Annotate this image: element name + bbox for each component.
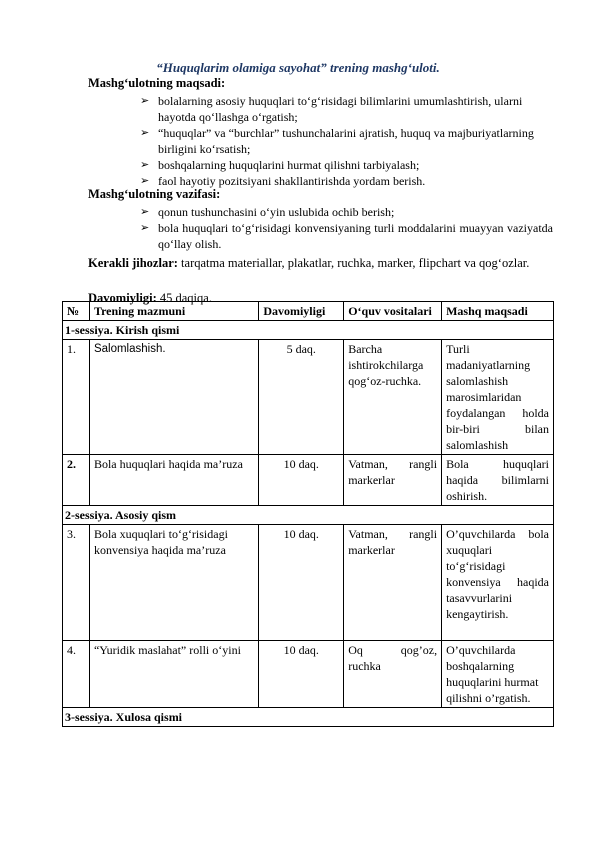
list-item: ➢ faol hayotiy pozitsiyani shakllantirishda yordam berish. [140, 174, 426, 188]
session-title: 3-sessiya. Xulosa qismi [63, 708, 554, 727]
header-number: № [63, 302, 90, 321]
tasks-heading: Mashg‘ulotning vazifasi: [88, 187, 221, 201]
training-table [62, 301, 554, 727]
materials-paragraph: Kerakli jihozlar: tarqatma materiallar, plakatlar, ruchka, marker, flipchart va qog‘ozlar. [88, 256, 530, 270]
table-row: 4. “Yuridik maslahat” rolli o‘yini 10 daq. Oq qog’oz, ruchka O’quvchilarda boshqalarning huquqlarini hurmat qilishni o’rgatish. [63, 641, 554, 708]
table-header-row [63, 302, 554, 321]
arrow-bullet-icon: ➢ [140, 159, 150, 171]
page-title: “Huquqlarim olamiga sayohat” trening mashg‘uloti. [156, 60, 440, 75]
goals-list [140, 93, 553, 189]
session-row [63, 708, 554, 727]
header-tools: O‘quv vositalari [344, 302, 442, 321]
list-item: ➢ bolalarning asosiy huquqlari to‘g‘risidagi bilimlarini umumlashtirish, ularni hayotda qo‘llashga o‘rgatish; [140, 94, 523, 124]
session-row [63, 506, 554, 525]
duration-paragraph: Davomiyligi: 45 daqiqa. [88, 291, 212, 305]
header-duration: Davomiyligi [259, 302, 344, 321]
list-item: ➢ qonun tushunchasini o‘yin uslubida ochib berish; [140, 205, 395, 219]
list-item: ➢ bola huquqlari to‘g‘risidagi konvensiyaning turli moddalarini muayyan vaziyatda qo‘llay olish. [140, 221, 553, 251]
list-item: ➢ boshqalarning huquqlarini hurmat qilishni tarbiyalash; [140, 158, 420, 172]
arrow-bullet-icon: ➢ [140, 206, 150, 218]
arrow-bullet-icon: ➢ [140, 95, 150, 107]
table-row: 1. Salomlashish. 5 daq. Barcha ishtirokchilarga qog‘oz-ruchka. Turli madaniyatlarning salomlashish marosimlaridan foydalangan holda bir-biri bilan salomlashish [63, 340, 554, 455]
header-goal: Mashq maqsadi [442, 302, 554, 321]
arrow-bullet-icon: ➢ [140, 222, 150, 234]
session-title: 1-sessiya. Kirish qismi [63, 321, 554, 340]
arrow-bullet-icon: ➢ [140, 175, 150, 187]
session-row [63, 321, 554, 340]
table-row: 2. Bola huquqlari haqida ma’ruza 10 daq. Vatman, rangli markerlar Bola huquqlari haqida bilimlarni oshirish. [63, 455, 554, 506]
arrow-bullet-icon: ➢ [140, 127, 150, 139]
tasks-list [140, 204, 553, 252]
goals-heading: Mashg‘ulotning maqsadi: [88, 76, 226, 90]
session-title: 2-sessiya. Asosiy qism [63, 506, 554, 525]
table-row: 3. Bola xuquqlari to‘g‘risidagi konvensiya haqida ma’ruza 10 daq. Vatman, rangli markerlar O’quvchilarda bola xuquqlari to‘g‘risidagi konvensiya haqida tasavvurlarini kengaytirish. [63, 525, 554, 641]
list-item: ➢ “huquqlar” va “burchlar” tushunchalarini ajratish, huquq va majburiyatlarning birligini ko‘rsatish; [140, 126, 534, 156]
header-content: Trening mazmuni [89, 302, 258, 321]
